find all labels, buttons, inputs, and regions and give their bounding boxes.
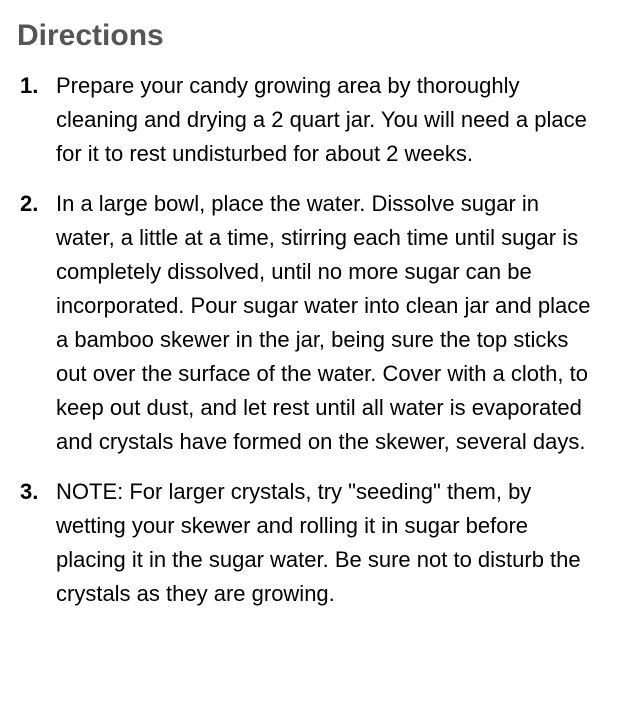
step-number: 3. xyxy=(20,479,39,504)
step-text: Prepare your candy growing area by thoroughly cleaning and drying a 2 quart jar. You will need a place for it to rest undisturbed for about 2 weeks. xyxy=(56,73,587,166)
step-text: NOTE: For larger crystals, try "seeding" them, by wetting your skewer and rolling it in sugar before placing it in the sugar water. Be sure not to disturb the crystals as they are growing. xyxy=(56,479,581,606)
step-text: In a large bowl, place the water. Dissolve sugar in water, a little at a time, stirring each time until sugar is completely dissolved, until no more sugar can be incorporated. Pour sugar water into clean jar and place a bamboo skewer in the jar, being sure the top sticks out over the surface of the water. Cover with a cloth, to keep out dust, and let rest until all water is evaporated and crystals have formed on the skewer, several days. xyxy=(56,191,591,454)
directions-list xyxy=(0,69,640,611)
direction-step-2 xyxy=(0,187,640,459)
direction-step-1 xyxy=(0,69,640,171)
step-number: 2. xyxy=(20,191,39,216)
page-title: Directions xyxy=(17,19,164,52)
step-number: 1. xyxy=(20,73,39,98)
direction-step-3 xyxy=(0,475,640,611)
